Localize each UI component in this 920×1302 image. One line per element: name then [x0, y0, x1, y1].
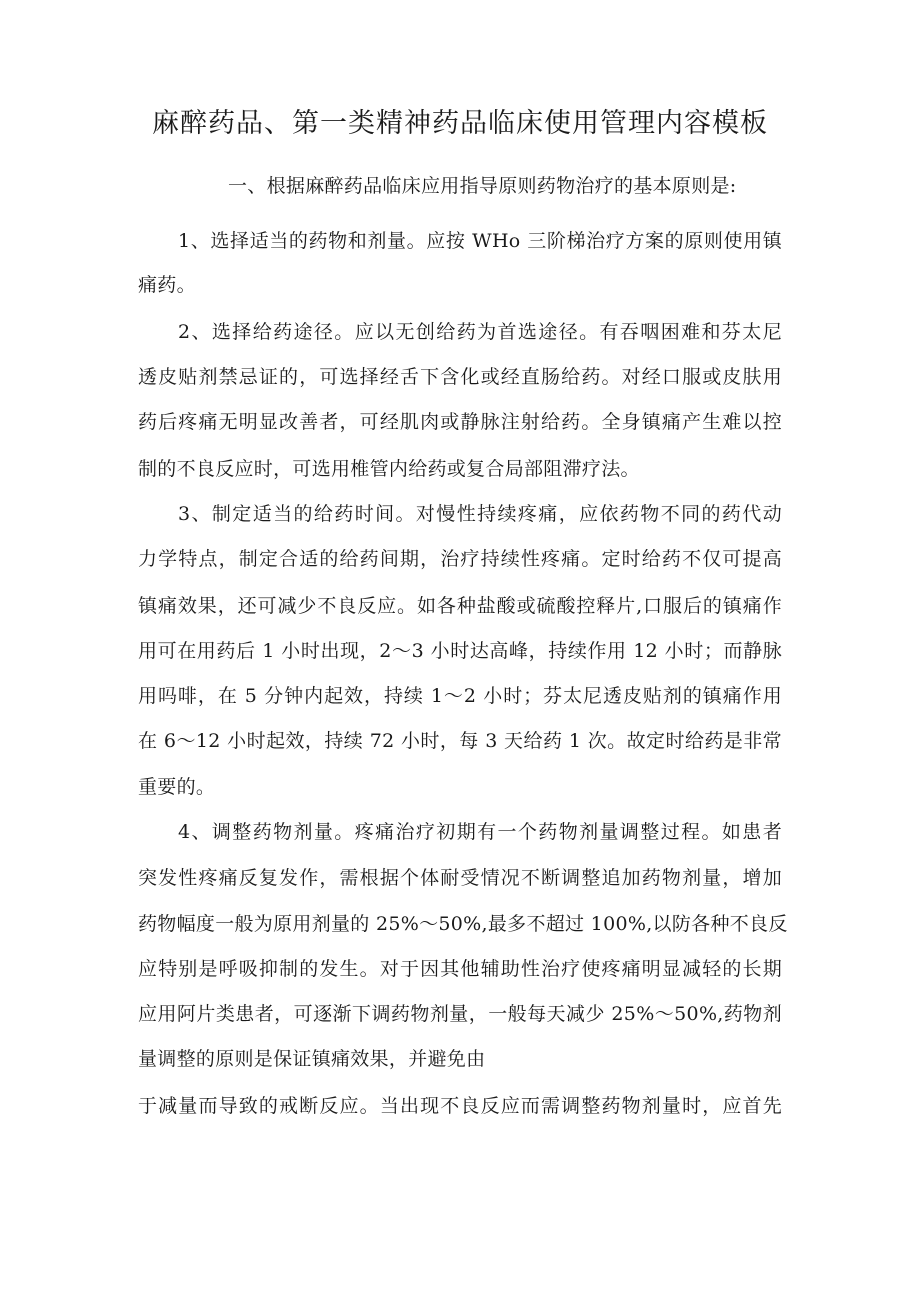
p2-line-2: 透皮贴剂禁忌证的，可选择经舌下含化或经直肠给药。对经口服或皮肤用: [138, 366, 782, 388]
p4-line-1: 4、调整药物剂量。疼痛治疗初期有一个药物剂量调整过程。如患者: [178, 821, 782, 843]
p4-line-3: 药物幅度一般为原用剂量的 25%～50%,最多不超过 100%,以防各种不良反: [138, 913, 788, 935]
p3-line-5: 用吗啡，在 5 分钟内起效，持续 1～2 小时；芬太尼透皮贴剂的镇痛作用: [138, 685, 782, 707]
p2-line-1: 2、选择给药途径。应以无创给药为首选途径。有吞咽困难和芬太尼: [178, 321, 782, 343]
p2-line-4: 制的不良反应时，可选用椎管内给药或复合局部阻滞疗法。: [138, 458, 640, 480]
p4-line-2: 突发性疼痛反复发作，需根据个体耐受情况不断调整追加药物剂量，增加: [138, 867, 782, 889]
p4-line-5: 应用阿片类患者，可逐渐下调药物剂量，一般每天减少 25%～50%,药物剂: [138, 1003, 782, 1025]
p3-line-2: 力学特点，制定合适的给药间期，治疗持续性疼痛。定时给药不仅可提高: [138, 548, 782, 570]
p5-line-1: 于减量而导致的戒断反应。当出现不良反应而需调整药物剂量时，应首先: [138, 1095, 782, 1117]
p3-line-1: 3、制定适当的给药时间。对慢性持续疼痛，应依药物不同的药代动: [178, 503, 782, 525]
p4-line-6: 量调整的原则是保证镇痛效果，并避免由: [138, 1048, 486, 1070]
p4-line-4: 应特别是呼吸抑制的发生。对于因其他辅助性治疗使疼痛明显减轻的长期: [138, 958, 782, 980]
p3-line-7: 重要的。: [138, 776, 216, 798]
p1-line-2: 痛药。: [138, 274, 196, 296]
p2-line-3: 药后疼痛无明显改善者，可经肌肉或静脉注射给药。全身镇痛产生难以控: [138, 411, 782, 433]
intro-line: 一、根据麻醉药品临床应用指导原则药物治疗的基本原则是:: [228, 175, 737, 197]
document-title: 麻醉药品、第一类精神药品临床使用管理内容模板: [152, 108, 768, 139]
p3-line-3: 镇痛效果，还可减少不良反应。如各种盐酸或硫酸控释片,口服后的镇痛作: [138, 595, 782, 617]
p1-line-1: 1、选择适当的药物和剂量。应按 WHo 三阶梯治疗方案的原则使用镇: [178, 230, 782, 252]
p3-line-4: 用可在用药后 1 小时出现，2～3 小时达高峰，持续作用 12 小时；而静脉: [138, 640, 782, 662]
p3-line-6: 在 6～12 小时起效，持续 72 小时，每 3 天给药 1 次。故定时给药是非常: [138, 730, 782, 752]
